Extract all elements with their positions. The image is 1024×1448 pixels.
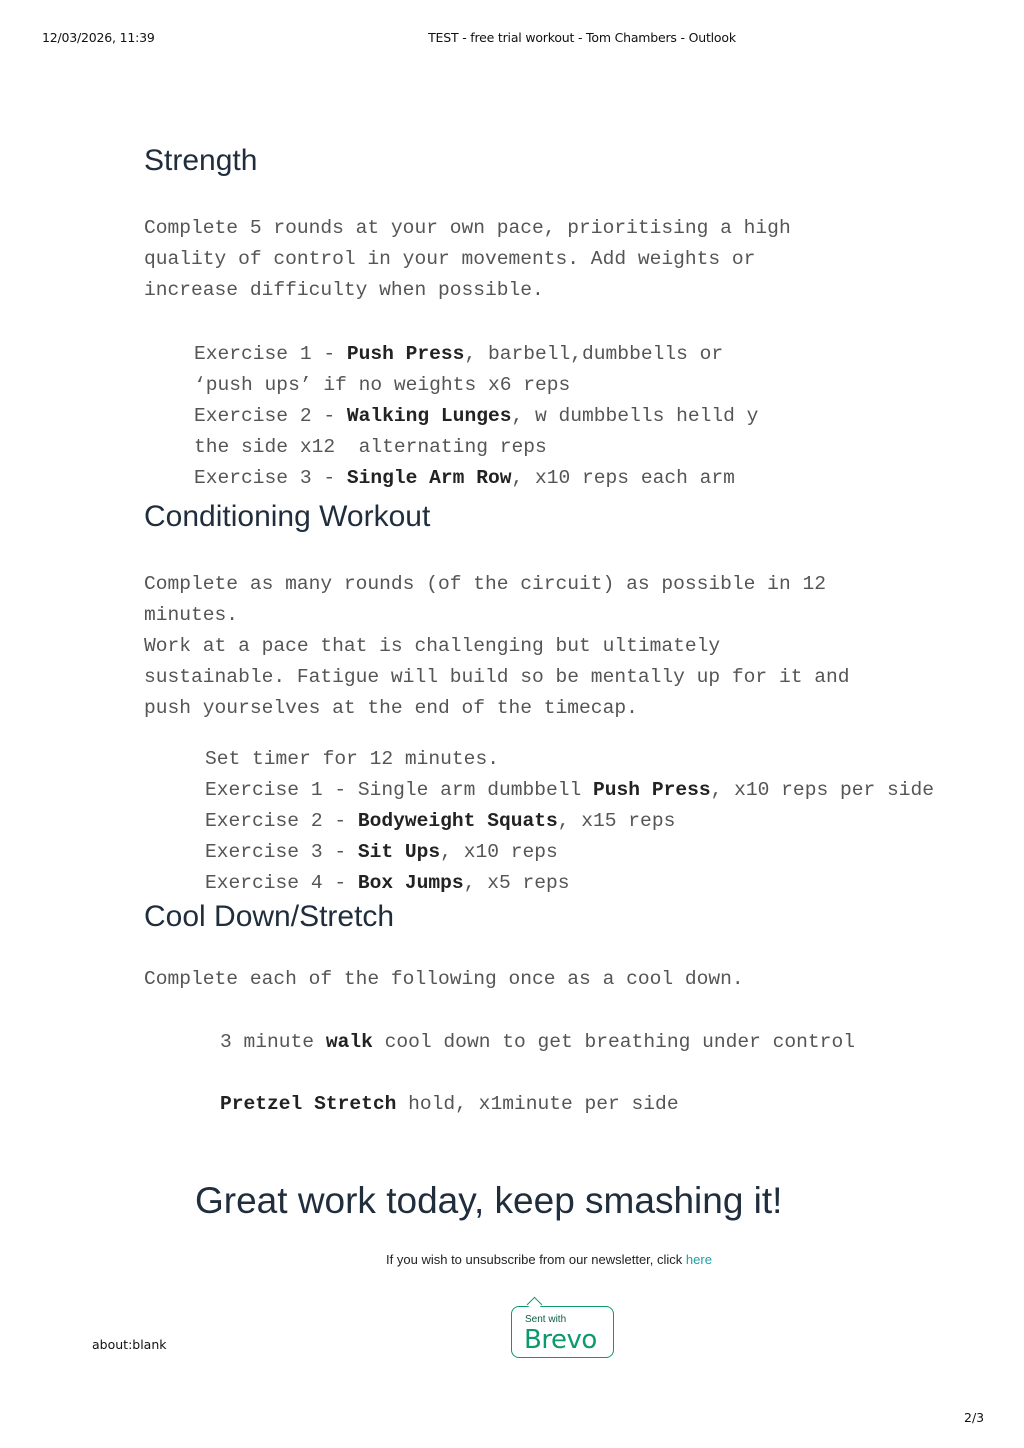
strength-intro-line: increase difficulty when possible. bbox=[144, 279, 544, 301]
exercise-name: Push Press bbox=[346, 343, 465, 365]
conditioning-exercise-line: Exercise 3 - Sit Ups, x10 reps bbox=[205, 841, 558, 863]
cooldown-intro: Complete each of the following once as a cool down. bbox=[144, 968, 744, 990]
conditioning-exercise-list bbox=[205, 713, 934, 930]
exercise-name: Push Press bbox=[593, 779, 711, 801]
strength-exercise-list bbox=[194, 308, 758, 525]
cooldown-item: 3 minute walk cool down to get breathing under control bbox=[220, 1031, 855, 1053]
print-title: TEST - free trial workout - Tom Chambers - Outlook bbox=[428, 30, 736, 45]
unsubscribe-line bbox=[0, 1252, 1024, 1267]
conditioning-exercise-line: Exercise 4 - Box Jumps, x5 reps bbox=[205, 872, 570, 894]
conditioning-title: Conditioning Workout bbox=[144, 500, 431, 533]
conditioning-intro-line: minutes. bbox=[144, 604, 239, 626]
brevo-sent-with: Sent with bbox=[525, 1314, 567, 1325]
conditioning-exercise-line: Exercise 1 - Single arm dumbbell Push Press, x10 reps per side bbox=[205, 779, 935, 801]
strength-exercise-line: Exercise 2 - Walking Lunges, w dumbbells helld y bbox=[194, 405, 759, 427]
strength-intro-line: quality of control in your movements. Add weights or bbox=[144, 248, 756, 270]
closing-message: Great work today, keep smashing it! bbox=[195, 1180, 783, 1221]
strength-exercise-line: the side x12 alternating reps bbox=[194, 436, 547, 458]
print-date: 12/03/2026, 11:39 bbox=[42, 30, 155, 45]
exercise-name: Box Jumps bbox=[357, 872, 464, 894]
cooldown-item: Pretzel Stretch hold, x1minute per side bbox=[220, 1093, 679, 1115]
conditioning-intro-line: sustainable. Fatigue will build so be mentally up for it and bbox=[144, 666, 850, 688]
conditioning-exercise-line: Exercise 2 - Bodyweight Squats, x15 reps bbox=[205, 810, 676, 832]
exercise-name: Walking Lunges bbox=[346, 405, 512, 427]
print-footer-url: about:blank bbox=[92, 1337, 167, 1352]
conditioning-intro-line: Complete as many rounds (of the circuit) as possible in 12 bbox=[144, 573, 826, 595]
brevo-logo: Brevo bbox=[524, 1325, 597, 1355]
strength-intro-line: Complete 5 rounds at your own pace, prioritising a high bbox=[144, 217, 791, 239]
conditioning-exercise-line: Set timer for 12 minutes. bbox=[205, 748, 499, 770]
conditioning-intro-line: Work at a pace that is challenging but ultimately bbox=[144, 635, 721, 657]
badge-notch bbox=[527, 1297, 543, 1313]
strength-title: Strength bbox=[144, 144, 258, 177]
unsubscribe-text: If you wish to unsubscribe from our newsletter, click bbox=[386, 1252, 686, 1267]
strength-exercise-line: Exercise 3 - Single Arm Row, x10 reps each arm bbox=[194, 467, 735, 489]
exercise-name: walk bbox=[325, 1031, 373, 1053]
conditioning-intro-line: push yourselves at the end of the timecap. bbox=[144, 697, 638, 719]
exercise-name: Bodyweight Squats bbox=[357, 810, 558, 832]
exercise-name: Single Arm Row bbox=[346, 467, 512, 489]
cooldown-title: Cool Down/Stretch bbox=[144, 900, 395, 933]
page-number: 2/3 bbox=[964, 1410, 985, 1425]
exercise-name: Sit Ups bbox=[357, 841, 441, 863]
exercise-name: Pretzel Stretch bbox=[220, 1093, 397, 1115]
strength-exercise-line: ‘push ups’ if no weights x6 reps bbox=[194, 374, 571, 396]
brevo-badge[interactable] bbox=[511, 1306, 614, 1358]
unsubscribe-link[interactable]: here bbox=[685, 1252, 712, 1267]
strength-exercise-line: Exercise 1 - Push Press, barbell,dumbbells or bbox=[194, 343, 724, 365]
